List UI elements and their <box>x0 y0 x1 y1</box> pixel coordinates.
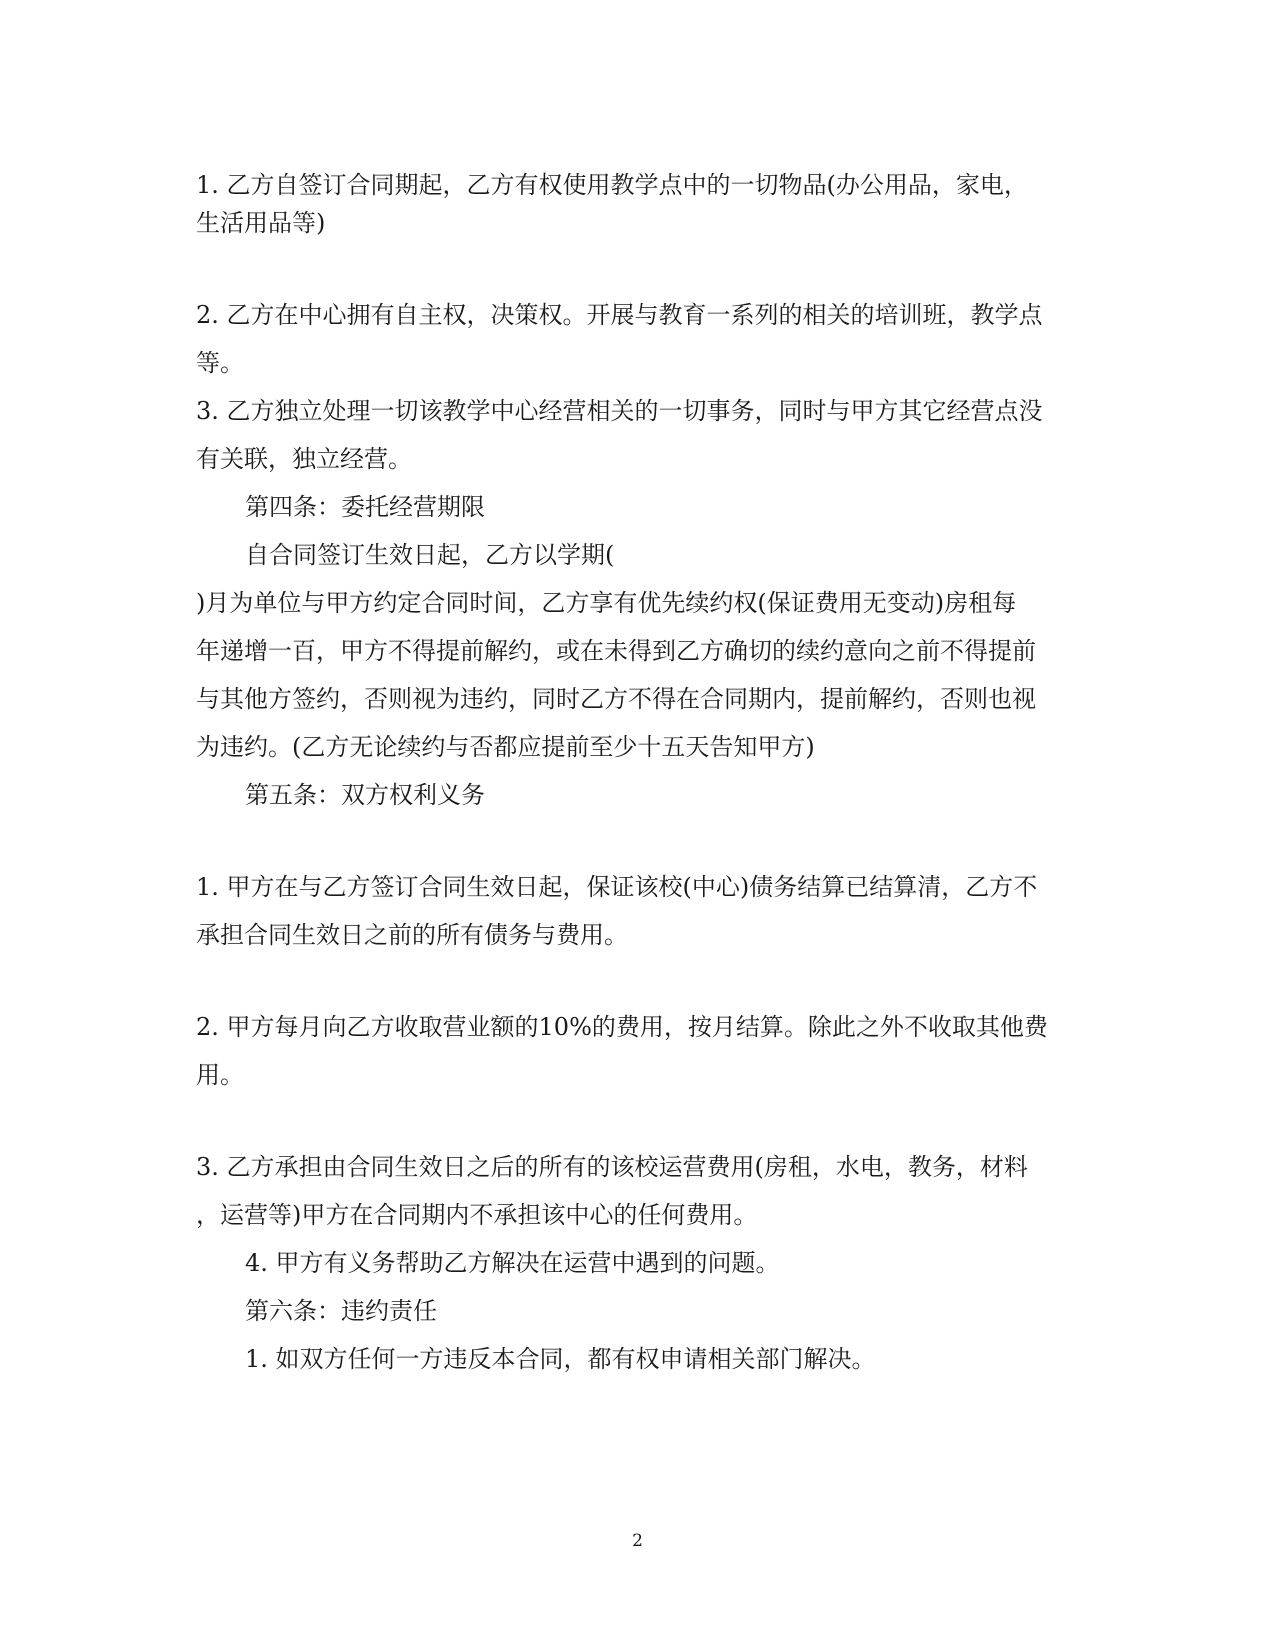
text-line: 3. 乙方承担由合同生效日之后的所有的该校运营费用(房租，水电，教务，材料 <box>196 1153 1028 1181</box>
text-line: 4. 甲方有义务帮助乙方解决在运营中遇到的问题。 <box>245 1249 780 1277</box>
section-heading: 第四条：委托经营期限 <box>245 493 485 521</box>
text-line: )月为单位与甲方约定合同时间，乙方享有优先续约权(保证费用无变动)房租每 <box>196 589 1017 617</box>
text-line: ，运营等)甲方在合同期内不承担该中心的任何费用。 <box>196 1201 758 1229</box>
section-heading: 第六条：违约责任 <box>245 1297 437 1325</box>
text-line: 1. 甲方在与乙方签订合同生效日起，保证该校(中心)债务结算已结算清，乙方不 <box>196 873 1038 901</box>
text-line: 生活用品等) <box>196 209 326 237</box>
text-line: 为违约。(乙方无论续约与否都应提前至少十五天告知甲方) <box>196 733 815 761</box>
text-line: 3. 乙方独立处理一切该教学中心经营相关的一切事务，同时与甲方其它经营点没 <box>196 397 1043 425</box>
text-line: 承担合同生效日之前的所有债务与费用。 <box>196 921 628 949</box>
text-line: 2. 乙方在中心拥有自主权，决策权。开展与教育一系列的相关的培训班，教学点 <box>196 301 1043 329</box>
section-heading: 第五条：双方权利义务 <box>245 781 485 809</box>
text-line: 自合同签订生效日起，乙方以学期( <box>245 541 615 569</box>
text-line: 1. 如双方任何一方违反本合同，都有权申请相关部门解决。 <box>245 1345 876 1373</box>
text-line: 与其他方签约，否则视为违约，同时乙方不得在合同期内，提前解约，否则也视 <box>196 685 1036 713</box>
text-line: 2. 甲方每月向乙方收取营业额的10%的费用，按月结算。除此之外不收取其他费 <box>196 1013 1048 1041</box>
page-number: 2 <box>632 1531 643 1551</box>
text-line: 等。 <box>196 349 244 377</box>
text-line: 有关联，独立经营。 <box>196 445 412 473</box>
text-line: 年递增一百，甲方不得提前解约，或在未得到乙方确切的续约意向之前不得提前 <box>196 637 1036 665</box>
text-line: 1. 乙方自签订合同期起，乙方有权使用教学点中的一切物品(办公用品，家电， <box>196 171 1028 199</box>
text-line: 用。 <box>196 1061 244 1089</box>
